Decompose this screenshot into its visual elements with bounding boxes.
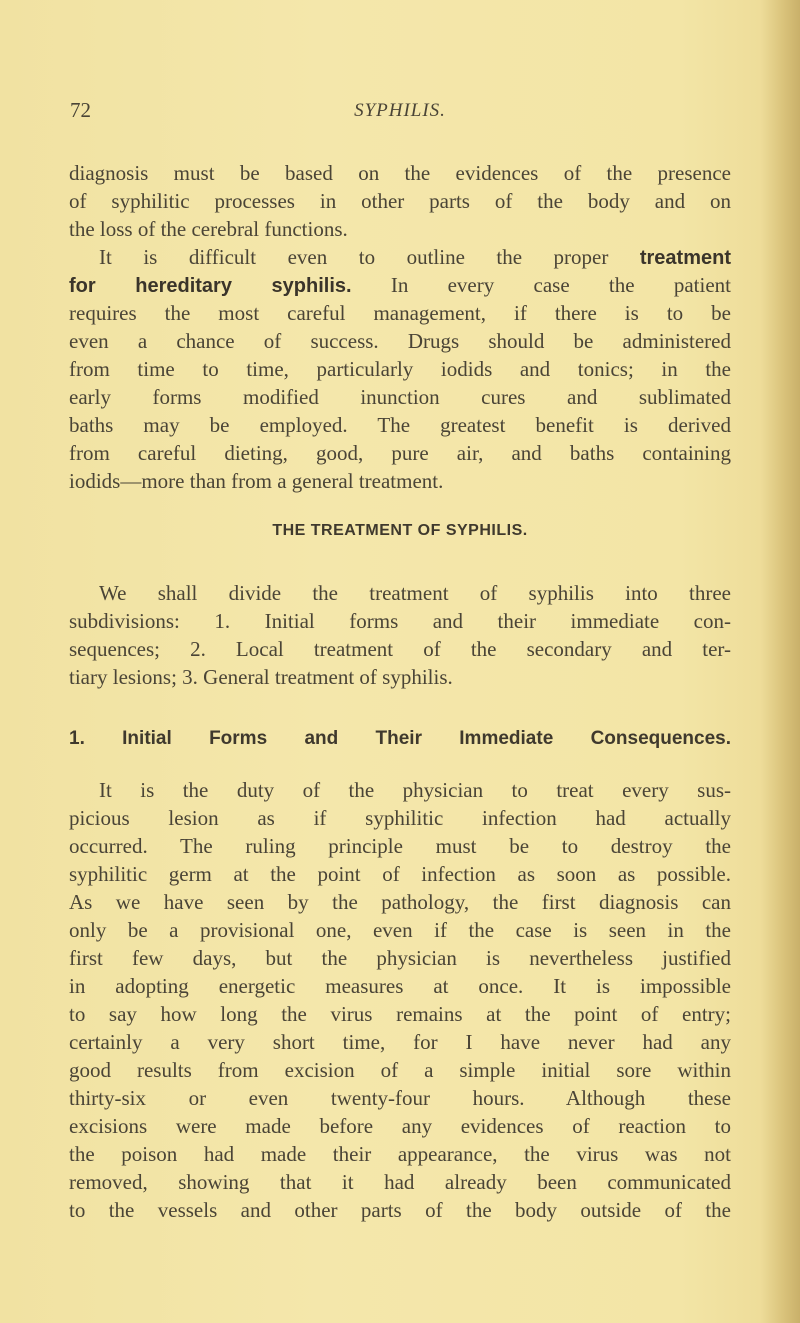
text-segment: only be a provisional one, even if the case is seen in the [69, 918, 731, 942]
text-segment: diagnosis must be based on the evidences of the presence [69, 161, 731, 185]
bold-text: treatment [639, 247, 731, 269]
text-line [69, 1140, 731, 1168]
text-line [69, 271, 731, 299]
text-segment: It is the duty of the physician to treat every sus- [99, 778, 731, 802]
text-segment: iodids—more than from a general treatment. [69, 469, 444, 493]
text-line [69, 944, 731, 972]
bold-text: for hereditary syphilis. [69, 275, 352, 297]
text-segment: requires the most careful management, if there is to be [69, 301, 731, 325]
text-segment: certainly a very short time, for I have never had any [69, 1030, 731, 1054]
text-segment: As we have seen by the pathology, the first diagnosis can [69, 890, 731, 914]
paragraph-1 [69, 159, 731, 243]
text-line [69, 607, 731, 635]
text-line [69, 1196, 731, 1224]
paragraph-4 [69, 776, 731, 1224]
text-segment: excisions were made before any evidences of reaction to [69, 1114, 731, 1138]
section-heading: THE TREATMENT OF SYPHILIS. [272, 522, 528, 539]
text-line [69, 1084, 731, 1112]
text-segment: We shall divide the treatment of syphilis into three [99, 581, 731, 605]
text-segment: in adopting energetic measures at once. It is impossible [69, 974, 731, 998]
text-segment: thirty-six or even twenty-four hours. Although these [69, 1086, 731, 1110]
text-line [69, 467, 731, 495]
text-line [69, 299, 731, 327]
text-line [69, 1056, 731, 1084]
text-segment: from time to time, particularly iodids and tonics; in the [69, 357, 731, 381]
text-segment: baths may be employed. The greatest benefit is derived [69, 413, 731, 437]
text-segment: even a chance of success. Drugs should be administered [69, 329, 731, 353]
text-segment: good results from excision of a simple initial sore within [69, 1058, 731, 1082]
text-line [69, 439, 731, 467]
running-title: SYPHILIS. [354, 100, 446, 121]
text-line [69, 383, 731, 411]
text-line [69, 1028, 731, 1056]
page-number: 72 [70, 98, 91, 122]
text-line [69, 159, 731, 187]
text-line [69, 832, 731, 860]
text-line [69, 916, 731, 944]
paragraph-2 [69, 243, 731, 495]
text-line [69, 1168, 731, 1196]
text-segment: to say how long the virus remains at the point of entry; [69, 1002, 731, 1026]
text-segment: first few days, but the physician is nevertheless justified [69, 946, 731, 970]
text-line [69, 888, 731, 916]
text-line [69, 327, 731, 355]
text-line [69, 187, 731, 215]
text-line [69, 663, 731, 691]
text-segment: early forms modified inunction cures and sublimated [69, 385, 731, 409]
text-segment: from careful dieting, good, pure air, and baths containing [69, 441, 731, 465]
text-segment: sequences; 2. Local treatment of the secondary and ter- [69, 637, 731, 661]
text-segment: occurred. The ruling principle must be to destroy the [69, 834, 731, 858]
text-segment: tiary lesions; 3. General treatment of syphilis. [69, 665, 453, 689]
paragraph-3 [69, 579, 731, 691]
text-line [69, 243, 731, 271]
text-segment: In every case the patient [351, 273, 731, 297]
text-line [69, 972, 731, 1000]
text-line [69, 635, 731, 663]
text-line [69, 411, 731, 439]
text-line [69, 579, 731, 607]
text-line [69, 1000, 731, 1028]
text-segment: the poison had made their appearance, the virus was not [69, 1142, 731, 1166]
text-segment: syphilitic germ at the point of infection as soon as possible. [69, 862, 731, 886]
text-line [69, 1112, 731, 1140]
text-segment: picious lesion as if syphilitic infection had actually [69, 806, 731, 830]
text-segment: removed, showing that it had already been communicated [69, 1170, 731, 1194]
text-segment: the loss of the cerebral functions. [69, 217, 348, 241]
text-line [69, 355, 731, 383]
text-line [69, 215, 731, 243]
text-segment: subdivisions: 1. Initial forms and their immediate con- [69, 609, 731, 633]
subsection-heading: 1. Initial Forms and Their Immediate Consequences. [69, 728, 731, 749]
text-line [69, 860, 731, 888]
text-line [69, 804, 731, 832]
text-segment: It is difficult even to outline the proper [99, 245, 640, 269]
text-segment: to the vessels and other parts of the body outside of the [69, 1198, 731, 1222]
text-segment: of syphilitic processes in other parts of the body and on [69, 189, 731, 213]
text-line [69, 776, 731, 804]
